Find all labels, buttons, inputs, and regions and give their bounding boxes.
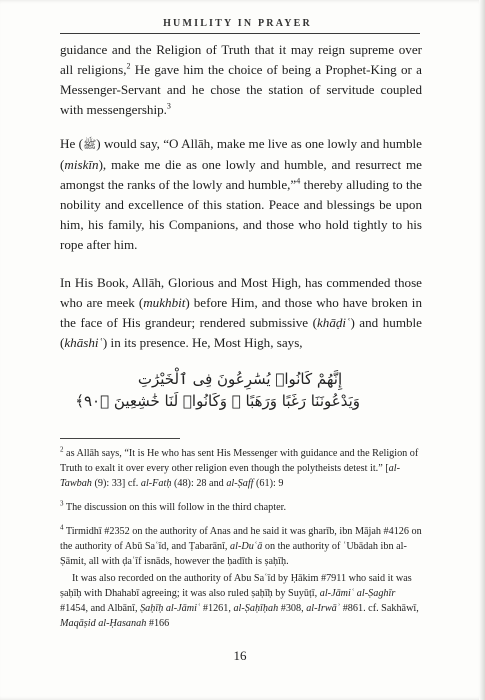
text-run: #1261, (200, 603, 234, 614)
italic-term: al-Ṣaḥīḥah (233, 603, 279, 614)
paragraph-1 (60, 40, 422, 120)
italic-term: al-Ṣaff (226, 478, 254, 489)
text-run: It was also recorded on the authority of Abu Saʿīd by Ḥākim #7911 who said it was ṣaḥīḥ with Dhahabī agreeing; it was also ruled ṣaḥīḥ by Suyūṭī, (60, 573, 412, 599)
text-run: #1454, and Albānī, (60, 603, 141, 614)
footnotes (60, 446, 422, 631)
footnote-3 (60, 500, 422, 515)
text-run: (61): 9 (253, 478, 284, 489)
italic-term: mukhbit (143, 295, 186, 310)
text-run: In His Book, Allāh, Glorious and Most High, has commended those who are meek ( (60, 275, 422, 310)
salawat-symbol: ﷺ (82, 139, 97, 151)
quran-verse-line-1: إِنَّهُمْ كَانُوا۟ يُسَٰرِعُونَ فِى ٱلْخَيْرَٰتِ (137, 370, 343, 388)
footnote-2 (60, 446, 422, 491)
text-run: ) before Him, and those who have broken in the face of His grandeur; rendered submissive ( (60, 295, 422, 330)
text-run: He ( (60, 136, 83, 151)
footnote-4-continued (60, 571, 422, 631)
footnote-ref-3[interactable]: 3 (166, 101, 171, 111)
footnote-number: 2 (60, 445, 64, 454)
text-run: #861. cf. Sakhāwī, (340, 603, 419, 614)
text-run: (9): 33] cf. (91, 478, 141, 489)
italic-term: al-Irwāʾ (306, 603, 341, 614)
text-run: Tirmidhī #2352 on the authority of Anas and he said it was gharīb, ibn Mājah #4126 on the authority of Abū Saʿīd, and Ṭabarānī, (60, 526, 422, 552)
text-run: (48): 28 and (171, 478, 227, 489)
quran-verse (75, 368, 360, 412)
italic-term: al-Jāmiʿ al-Ṣaghīr (319, 588, 396, 599)
running-head: HUMILITY IN PRAYER (163, 18, 312, 29)
text-run: #308, (278, 603, 307, 614)
footnote-ref-2[interactable]: 2 (126, 61, 131, 71)
text-run: The discussion on this will follow in the third chapter. (63, 502, 286, 513)
text-run: ) would say, “O Allāh, make me live as one lowly and humble ( (60, 136, 422, 172)
italic-term: Ṣaḥīḥ al-Jāmiʿ (140, 603, 201, 614)
paragraph-3 (60, 273, 422, 353)
text-run: ) and humble ( (60, 315, 422, 350)
italic-term: khāshiʿ (64, 335, 103, 350)
footnote-number: 3 (60, 499, 64, 508)
main-text (60, 40, 422, 371)
italic-term: khāḍiʿ (316, 315, 351, 330)
text-run: on the authority of ʿUbādah ibn al-Ṣāmit, all with ḍaʿīf isnāds, however the ḥadīth is ṣaḥīḥ. (60, 541, 407, 567)
text-run: as Allāh says, “It is He who has sent His Messenger with guidance and the Religion of Truth to exalt it over every other religion even though the polytheists detest it.” [ (60, 448, 419, 474)
text-run: ), make me die as one lowly and humble, and resurrect me amongst the ranks of the lowly and humble,” (60, 157, 422, 192)
quran-verse-line-2: وَيَدْعُونَنَا رَغَبًا وَرَهَبًا ۖ وَكَانُوا۟ لَنَا خَٰشِعِينَ ﴿٩٠﴾ (75, 392, 360, 410)
italic-term: miskīn (64, 157, 99, 172)
text-run: thereby alluding to the nobility and excellence of this station. Peace and blessings be upon him, his family, his Companions, and those who hold tightly to his rope after him. (60, 177, 422, 252)
paragraph-2 (60, 134, 422, 255)
italic-term: al-Tawbah (60, 463, 400, 489)
footnote-number: 4 (60, 523, 64, 532)
page-edge-shadow (479, 0, 485, 700)
text-run: He gave him the choice of being a Prophet-King or a Messenger-Servant and he chose the station of servitude coupled with messengership. (60, 62, 422, 117)
footnote-4 (60, 524, 422, 569)
italic-term: al-Duʿā (230, 541, 263, 552)
header-rule (60, 33, 420, 34)
footnote-ref-4[interactable]: 4 (296, 176, 301, 186)
italic-term: Maqāṣid al-Ḥasanah (60, 618, 147, 629)
italic-term: al-Fatḥ (140, 478, 172, 489)
text-run: guidance and the Religion of Truth that it may reign supreme over all religions, (60, 42, 422, 77)
footnote-rule (60, 438, 180, 439)
text-run: ) in its presence. He, Most High, says, (102, 335, 303, 350)
page-number: 16 (233, 648, 247, 663)
text-run: #166 (146, 618, 170, 629)
